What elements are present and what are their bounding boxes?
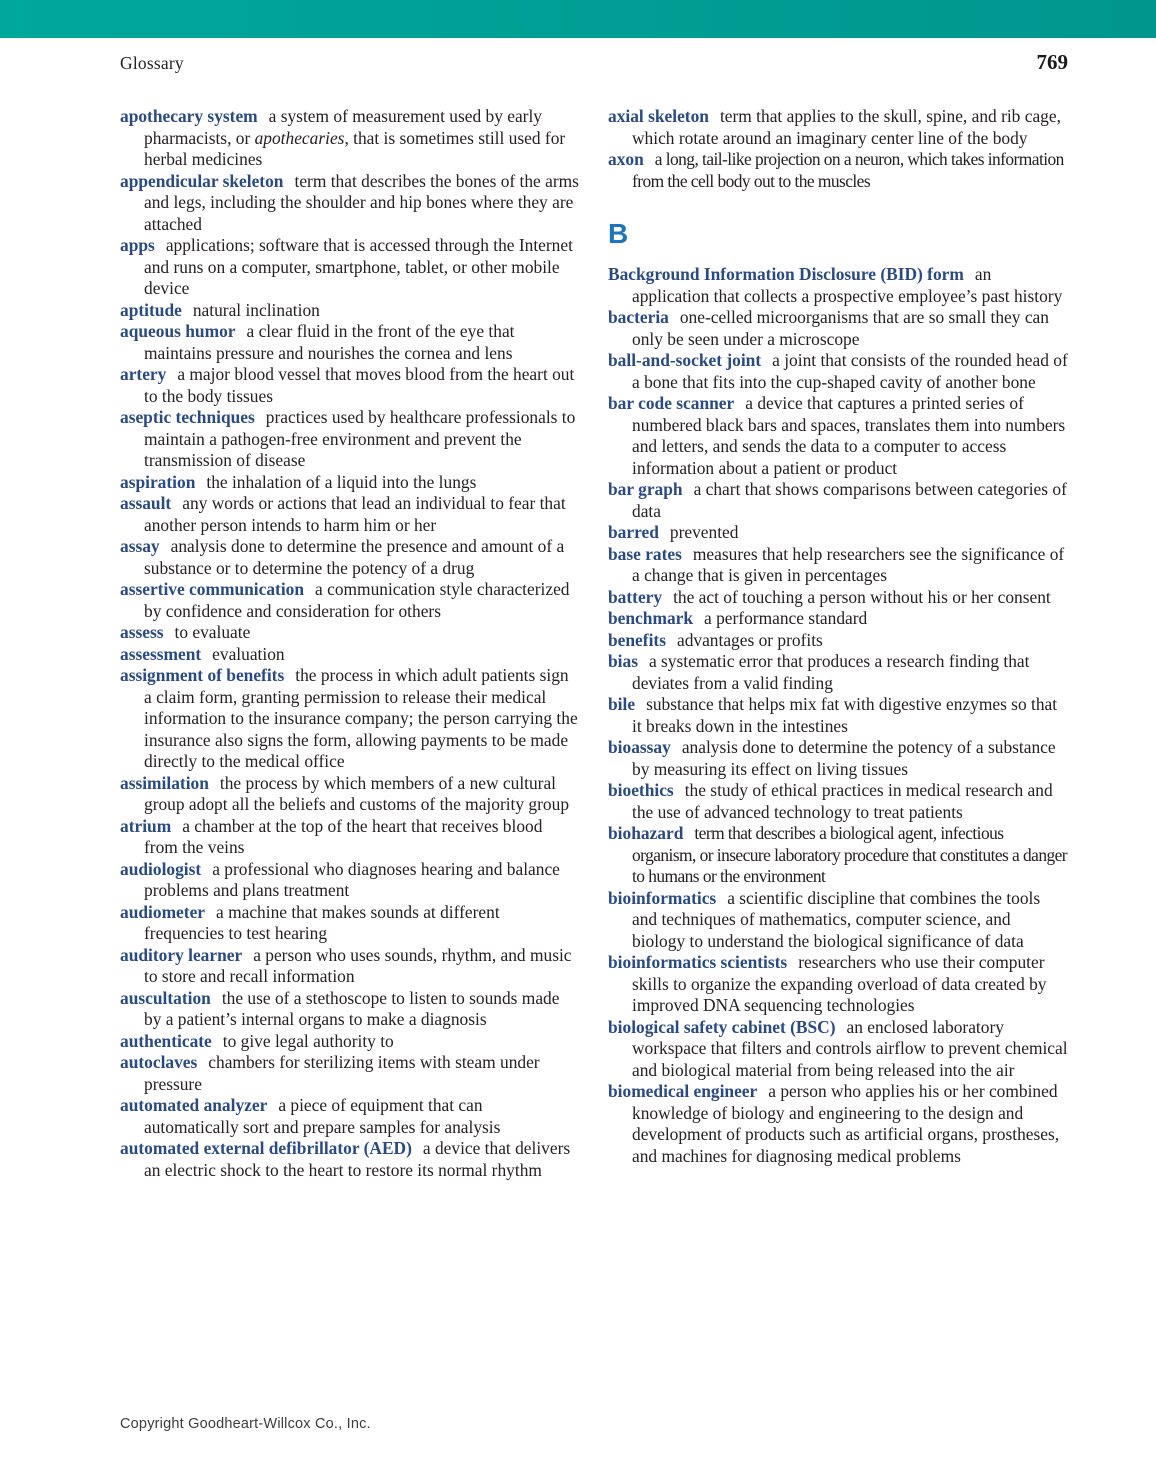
- glossary-definition: to evaluate: [174, 622, 251, 642]
- glossary-definition: a person who uses sounds, rhythm, and music to store and recall information: [144, 944, 572, 986]
- glossary-entry: [608, 823, 1068, 888]
- glossary-term: assay: [120, 536, 160, 556]
- glossary-term: ball-and-socket joint: [608, 350, 762, 370]
- glossary-term: axon: [608, 149, 644, 169]
- glossary-definition: evaluation: [212, 643, 285, 664]
- glossary-entry: [608, 1081, 1068, 1167]
- glossary-term: biomedical engineer: [608, 1081, 758, 1101]
- glossary-definition: a clear fluid in the front of the eye that maintains pressure and nourishes the cornea and lens: [144, 321, 515, 363]
- glossary-definition: a professional who diagnoses hearing and balance problems and plans treatment: [144, 858, 560, 900]
- glossary-term: atrium: [120, 815, 172, 836]
- glossary-term: apothecary system: [120, 106, 258, 126]
- glossary-term: automated analyzer: [120, 1095, 268, 1115]
- glossary-term: assess: [120, 622, 164, 642]
- left-column: [120, 106, 580, 1181]
- glossary-entry: [608, 888, 1068, 953]
- glossary-entry: [120, 1095, 580, 1138]
- glossary-definition: practices used by healthcare professionals to maintain a pathogen-free environment and prevent the transmission of disease: [144, 407, 576, 470]
- glossary-entry: [120, 321, 580, 364]
- glossary-term: aqueous humor: [120, 321, 236, 341]
- glossary-entry: [120, 235, 580, 300]
- glossary-term: audiometer: [120, 901, 206, 922]
- glossary-term: bar graph: [608, 479, 683, 499]
- glossary-entry: [608, 737, 1068, 780]
- glossary-definition: measures that help researchers see the significance of a change that is given in percentages: [632, 543, 1065, 585]
- glossary-term: base rates: [608, 543, 682, 564]
- glossary-term: axial skeleton: [608, 106, 709, 126]
- glossary-definition: a joint that consists of the rounded head of a bone that fits into the cup-shaped cavity of another bone: [632, 350, 1068, 392]
- glossary-definition: a system of measurement used by early pharmacists, or apothecaries, that is sometimes still used for herbal medicines: [144, 106, 566, 169]
- glossary-term: bile: [608, 694, 636, 714]
- glossary-term: assignment of benefits: [120, 665, 285, 685]
- glossary-definition: chambers for sterilizing items with steam under pressure: [144, 1052, 540, 1094]
- glossary-entry: [120, 300, 580, 322]
- glossary-definition: analysis done to determine the presence and amount of a substance or to determine the potency of a drug: [144, 536, 565, 578]
- glossary-definition: an application that collects a prospective employee’s past history: [632, 264, 1063, 306]
- glossary-definition: a communication style characterized by confidence and consideration for others: [144, 579, 570, 621]
- glossary-entry: [120, 536, 580, 579]
- glossary-entry: [608, 608, 1068, 630]
- glossary-columns: [120, 106, 1068, 1181]
- glossary-term: aseptic techniques: [120, 407, 255, 427]
- glossary-entry: [608, 393, 1068, 479]
- section-letter: B: [608, 218, 629, 249]
- glossary-term: aptitude: [120, 299, 182, 320]
- glossary-definition: term that applies to the skull, spine, and rib cage, which rotate around an imaginary center line of the body: [632, 106, 1061, 148]
- glossary-entry: [120, 1031, 580, 1053]
- glossary-entry: [608, 952, 1068, 1017]
- glossary-entry: [120, 579, 580, 622]
- glossary-definition: a performance standard: [704, 608, 868, 628]
- glossary-definition: a person who applies his or her combined knowledge of biology and engineering to the design and development of products such as artificial organs, prostheses, and machines for diagnosing medical problems: [632, 1081, 1060, 1166]
- glossary-definition: a major blood vessel that moves blood from the heart out to the body tissues: [144, 364, 575, 406]
- glossary-entry: [120, 1052, 580, 1095]
- glossary-definition: the use of a stethoscope to listen to sounds made by a patient’s internal organs to make a diagnosis: [144, 987, 560, 1029]
- glossary-entry: [120, 622, 580, 644]
- glossary-entry: [608, 651, 1068, 694]
- glossary-term: battery: [608, 586, 663, 607]
- glossary-entry: [120, 945, 580, 988]
- glossary-definition: a device that delivers an electric shock to the heart to restore its normal rhythm: [144, 1138, 571, 1180]
- glossary-term: barred: [608, 522, 659, 542]
- glossary-entry: [608, 1017, 1068, 1082]
- glossary-definition: analysis done to determine the potency of a substance by measuring its effect on living tissues: [632, 737, 1056, 779]
- glossary-entry: [120, 171, 580, 236]
- glossary-term: bar code scanner: [608, 393, 735, 413]
- glossary-term: Background Information Disclosure (BID) form: [608, 264, 964, 284]
- glossary-term: bioinformatics: [608, 887, 717, 908]
- glossary-definition: one-celled microorganisms that are so small they can only be seen under a microscope: [632, 307, 1049, 349]
- glossary-term: assault: [120, 493, 172, 513]
- glossary-term: appendicular skeleton: [120, 170, 284, 191]
- glossary-definition: term that describes a biological agent, infectious organism, or insecure laboratory procedure that constitutes a danger to humans or the environment: [632, 823, 1068, 886]
- glossary-entry: [120, 106, 580, 171]
- glossary-definition: the inhalation of a liquid into the lungs: [206, 471, 477, 492]
- glossary-entry: [120, 364, 580, 407]
- glossary-definition: an enclosed laboratory workspace that filters and controls airflow to prevent chemical and biological material from being released into the air: [632, 1016, 1068, 1080]
- glossary-entry: [608, 630, 1068, 652]
- glossary-entry: [608, 522, 1068, 544]
- glossary-definition: the study of ethical practices in medical research and the use of advanced technology to treat patients: [632, 780, 1053, 822]
- glossary-entry: [120, 816, 580, 859]
- glossary-term: assessment: [120, 643, 202, 664]
- glossary-definition: applications; software that is accessed through the Internet and runs on a computer, smartphone, tablet, or other mobile device: [144, 235, 573, 298]
- glossary-entry: [120, 407, 580, 472]
- glossary-entry: [608, 264, 1068, 307]
- glossary-definition: a chamber at the top of the heart that receives blood from the veins: [144, 815, 543, 857]
- glossary-term: auscultation: [120, 987, 211, 1008]
- glossary-entry: [120, 988, 580, 1031]
- glossary-entry: [608, 479, 1068, 522]
- glossary-term: assimilation: [120, 772, 209, 793]
- page-header: [120, 50, 1068, 75]
- glossary-term: automated external defibrillator (AED): [120, 1138, 412, 1158]
- glossary-entry: [608, 106, 1068, 149]
- glossary-entry: [608, 307, 1068, 350]
- glossary-term: bioethics: [608, 780, 674, 800]
- glossary-entry: [608, 780, 1068, 823]
- glossary-term: apps: [120, 235, 155, 255]
- right-column: [608, 106, 1068, 1181]
- glossary-definition: the process in which adult patients sign a claim form, granting permission to release their medical information to the insurance company; the person carrying the insurance also signs the form, allowing payments to be made directly to the medical office: [144, 665, 578, 771]
- glossary-definition: the act of touching a person without his or her consent: [673, 586, 1051, 607]
- glossary-definition: researchers who use their computer skills to organize the expanding overload of data created by improved DNA sequencing technologies: [632, 952, 1047, 1015]
- glossary-term: aspiration: [120, 471, 196, 492]
- glossary-term: assertive communication: [120, 579, 305, 599]
- glossary-entry: [120, 644, 580, 666]
- glossary-entry: [120, 472, 580, 494]
- glossary-definition: a device that captures a printed series of numbered black bars and spaces, translates them into numbers and letters, and sends the data to a computer to access information about a patient or product: [632, 393, 1066, 478]
- glossary-term: bioassay: [608, 737, 671, 757]
- glossary-entry: [608, 544, 1068, 587]
- glossary-definition: the process by which members of a new cultural group adopt all the beliefs and customs of the majority group: [144, 772, 570, 814]
- glossary-definition: term that describes the bones of the arms and legs, including the shoulder and hip bones where they are attached: [144, 170, 579, 234]
- glossary-definition: a long, tail-like projection on a neuron, which takes information from the cell body out to the muscles: [632, 149, 1064, 191]
- glossary-term: bioinformatics scientists: [608, 952, 788, 972]
- glossary-term: benefits: [608, 629, 666, 650]
- glossary-term: audiologist: [120, 858, 202, 879]
- running-head: Glossary: [120, 53, 184, 73]
- glossary-entry: [608, 350, 1068, 393]
- page-number: 769: [1036, 50, 1068, 74]
- glossary-entry: [608, 587, 1068, 609]
- glossary-definition: a machine that makes sounds at different frequencies to test hearing: [144, 901, 500, 943]
- glossary-definition: a piece of equipment that can automatically sort and prepare samples for analysis: [144, 1095, 501, 1137]
- glossary-term: artery: [120, 364, 167, 384]
- glossary-definition: to give legal authority to: [222, 1030, 394, 1051]
- glossary-term: biological safety cabinet (BSC): [608, 1016, 836, 1037]
- glossary-definition: prevented: [669, 522, 739, 542]
- copyright-notice: Copyright Goodheart-Willcox Co., Inc.: [120, 1416, 371, 1432]
- glossary-term: bias: [608, 651, 638, 671]
- glossary-definition: natural inclination: [192, 299, 320, 320]
- top-accent-bar: [0, 0, 1156, 38]
- glossary-term: auditory learner: [120, 944, 243, 965]
- glossary-term: benchmark: [608, 608, 694, 628]
- glossary-term: authenticate: [120, 1030, 212, 1051]
- glossary-entry: [120, 1138, 580, 1181]
- glossary-entry: [120, 773, 580, 816]
- page-footer: [120, 1416, 371, 1432]
- glossary-term: bacteria: [608, 307, 669, 327]
- glossary-entry: [120, 665, 580, 773]
- glossary-definition: substance that helps mix fat with digestive enzymes so that it breaks down in the intestines: [632, 694, 1058, 736]
- glossary-definition: a scientific discipline that combines the tools and techniques of mathematics, computer science, and biology to understand the biological significance of data: [632, 887, 1041, 951]
- glossary-entry: [120, 902, 580, 945]
- glossary-entry: [608, 149, 1068, 192]
- glossary-definition: advantages or profits: [676, 629, 823, 650]
- glossary-definition: a systematic error that produces a research finding that deviates from a valid finding: [632, 651, 1030, 693]
- glossary-entry: [120, 493, 580, 536]
- glossary-definition: any words or actions that lead an individual to fear that another person intends to harm him or her: [144, 493, 566, 535]
- glossary-term: biohazard: [608, 823, 684, 843]
- glossary-entry: [608, 694, 1068, 737]
- glossary-definition: a chart that shows comparisons between categories of data: [632, 479, 1067, 521]
- glossary-entry: [120, 859, 580, 902]
- glossary-term: autoclaves: [120, 1052, 198, 1072]
